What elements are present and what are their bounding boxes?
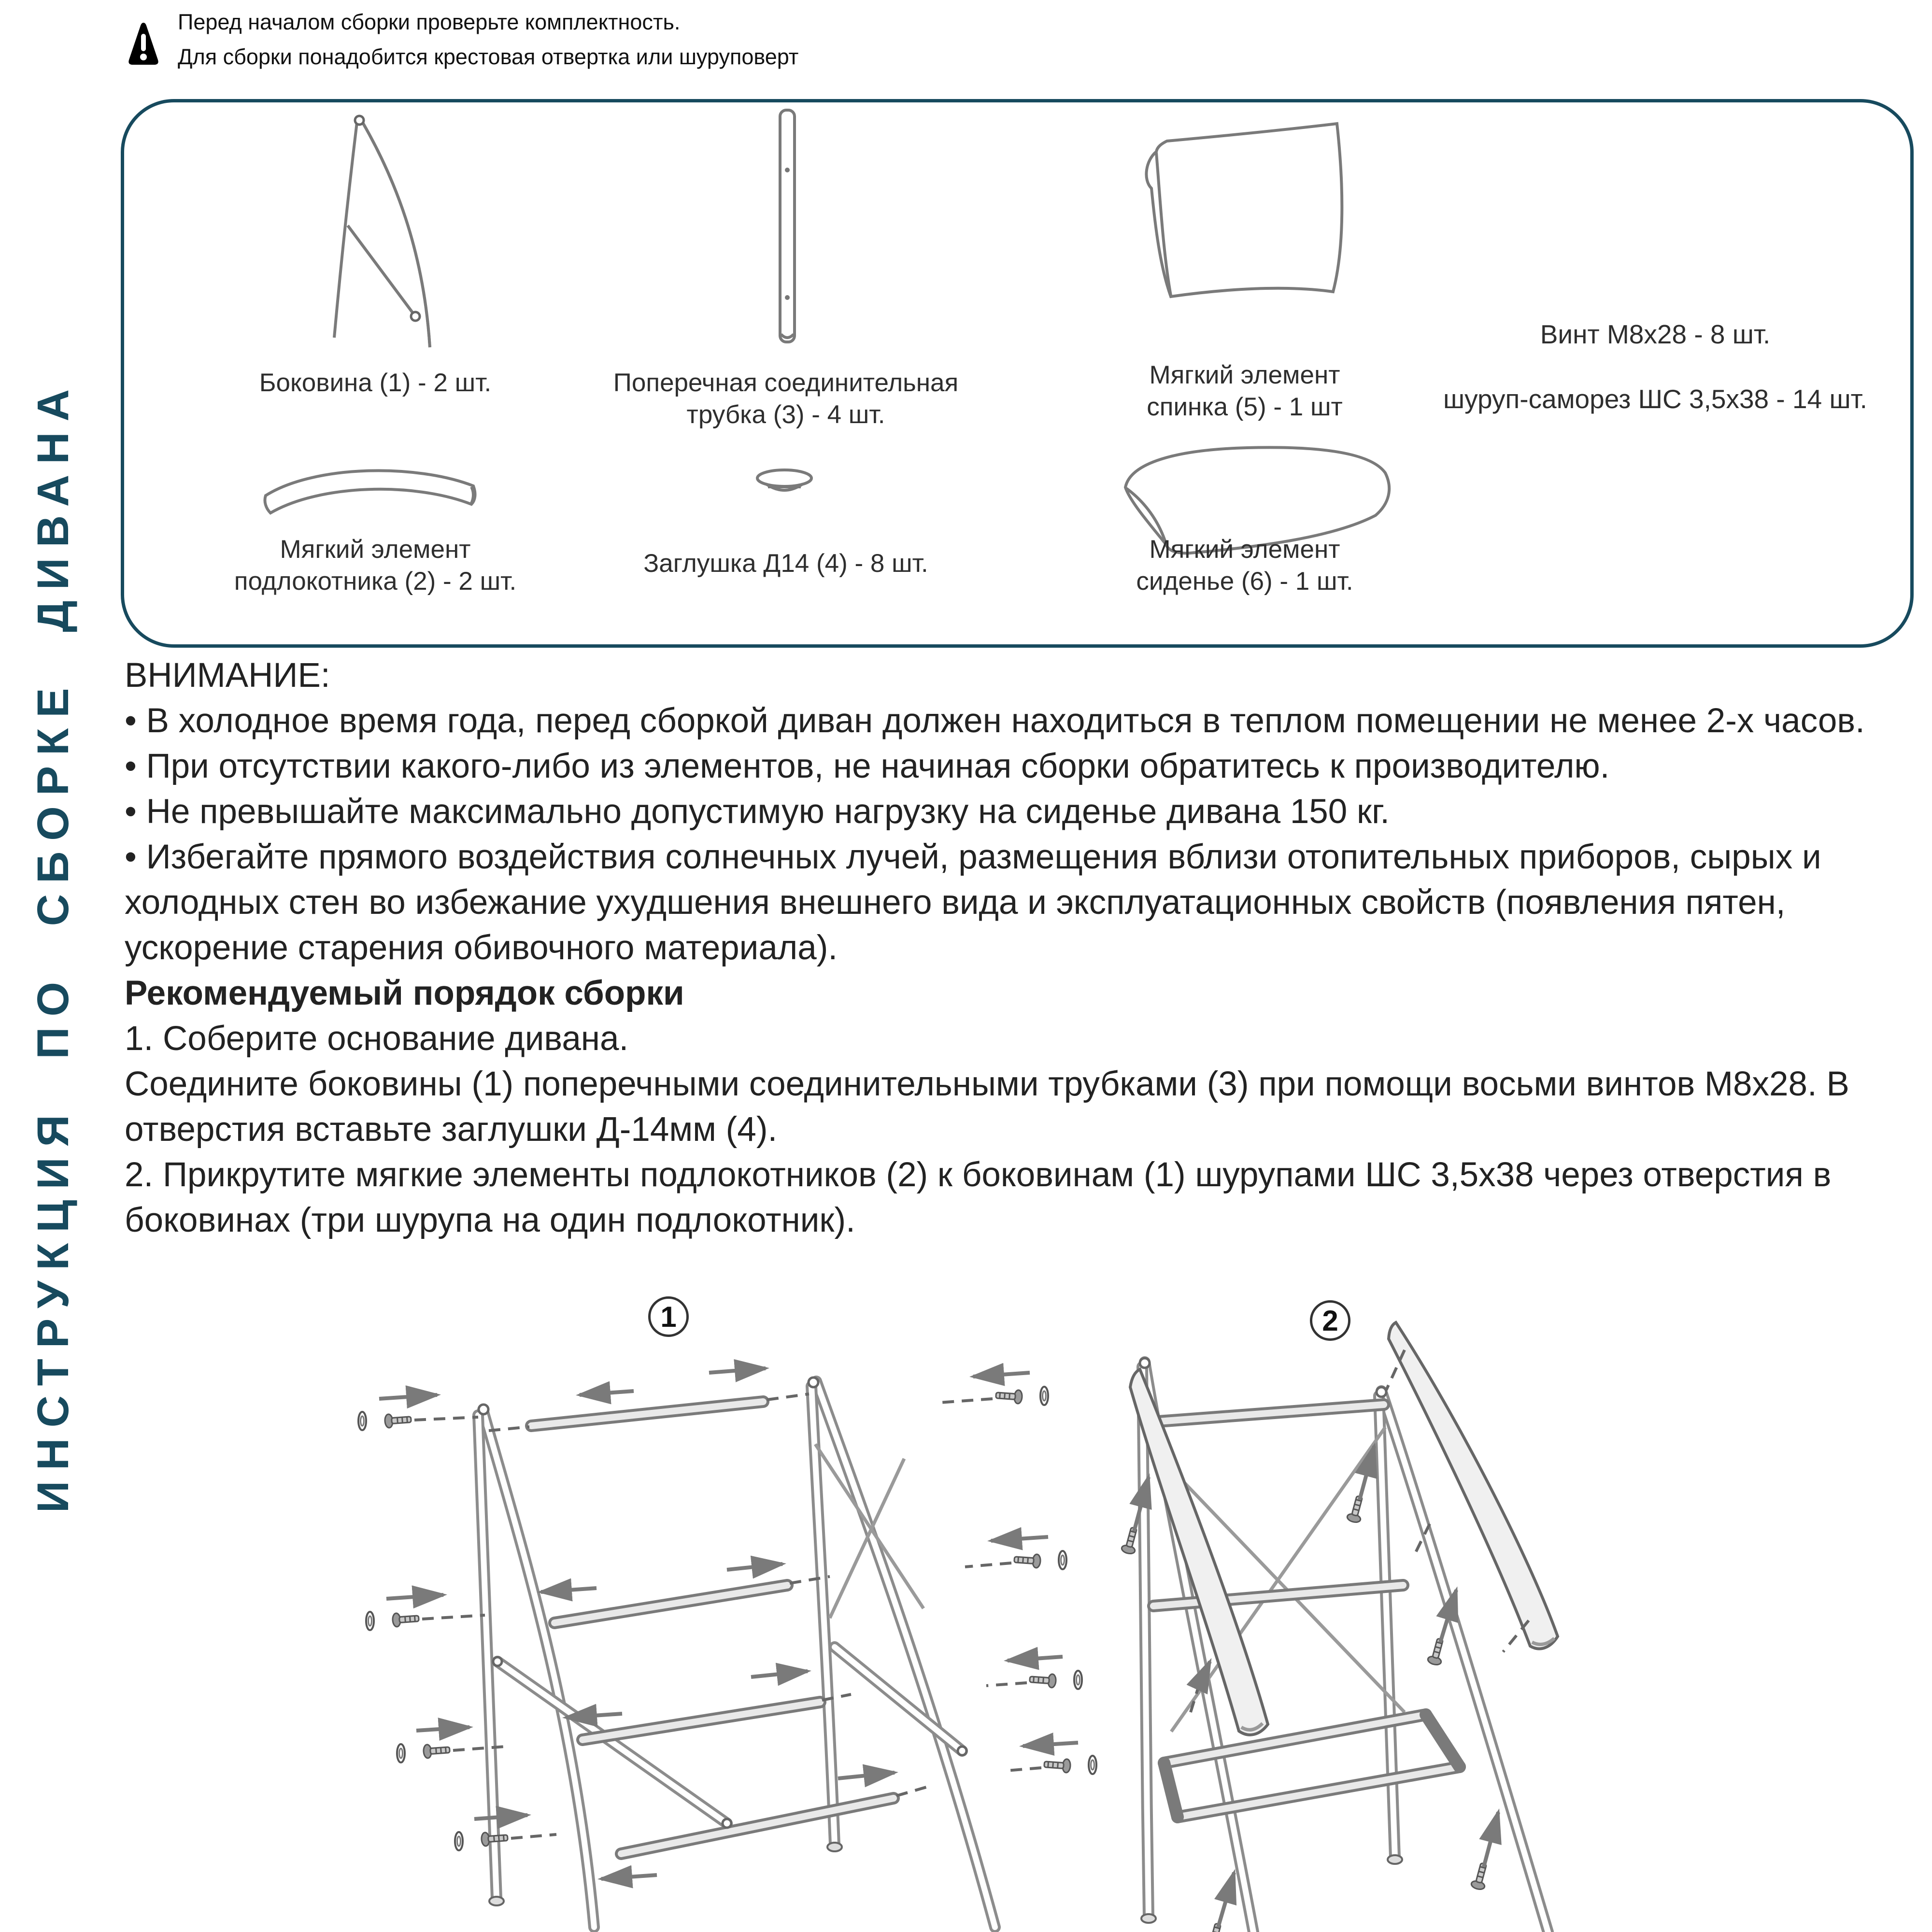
back-cushion-icon bbox=[1126, 107, 1363, 308]
diagram-1-badge: 1 bbox=[648, 1296, 689, 1337]
assembly-diagram-1 bbox=[290, 1299, 1111, 1932]
parts-box bbox=[121, 99, 1914, 648]
armrest-cushion-label: Мягкий элемент подлокотника (2) - 2 шт. bbox=[234, 535, 517, 596]
side-frame-icon bbox=[271, 110, 479, 354]
plug-cap-icon bbox=[754, 469, 814, 498]
notice-bullet-1: • В холодное время года, перед сборкой диван должен находиться в теплом помещении не менее 2-х часов. bbox=[125, 702, 1865, 740]
hardware-screw-label: шуруп-саморез ШС 3,5х38 - 14 шт. bbox=[1443, 384, 1867, 414]
assembly-step-1-text: Соедините боковины (1) поперечными соединительными трубками (3) при помощи восьми винтов М8х28. В отверстия вставьте заглушки Д-14мм (4). bbox=[125, 1065, 1849, 1149]
assembly-heading: Рекомендуемый порядок сборки bbox=[125, 974, 684, 1012]
assembly-step-2-text: 2. Прикрутите мягкие элементы подлокотников (2) к боковинам (1) шурупами ШС 3,5х38 через отверстия в боковинах (три шурупа на один подлокотник). bbox=[125, 1156, 1832, 1239]
cross-tube-icon bbox=[776, 108, 799, 345]
notice-title: ВНИМАНИЕ: bbox=[125, 656, 330, 695]
back-cushion-label: Мягкий элемент спинка (5) - 1 шт bbox=[1147, 361, 1343, 421]
body-text bbox=[125, 653, 1918, 1243]
seat-cushion-label: Мягкий элемент сиденье (6) - 1 шт. bbox=[1136, 535, 1353, 596]
page-title-vertical: ИНСТРУКЦИЯ ПО СБОРКЕ ДИВАНА bbox=[28, 378, 78, 1513]
warning-triangle-icon bbox=[127, 20, 160, 69]
side-frame-label: Боковина (1) - 2 шт. bbox=[259, 369, 492, 397]
plug-cap-label: Заглушка Д14 (4) - 8 шт. bbox=[643, 549, 928, 578]
notice-bullet-4: • Избегайте прямого воздействия солнечных лучей, размещения вблизи отопительных приборов, сырых и холодных стен во избежание ухудшения внешнего вида и эксплуатационных свойств (появления пятен, ускорение старения обивочного материала). bbox=[125, 838, 1821, 967]
warning-line-1: Перед началом сборки проверьте комплектность. bbox=[178, 10, 681, 34]
diagram-2-badge: 2 bbox=[1310, 1300, 1350, 1341]
assembly-step-1-title: 1. Соберите основание дивана. bbox=[125, 1020, 629, 1058]
notice-bullet-2: • При отсутствии какого-либо из элементов, не начиная сборки обратитесь к производителю. bbox=[125, 747, 1610, 785]
notice-bullet-3: • Не превышайте максимально допустимую нагрузку на сиденье дивана 150 кг. bbox=[125, 793, 1390, 831]
assembly-diagram-2 bbox=[1092, 1304, 1570, 1932]
armrest-cushion-icon bbox=[257, 451, 479, 521]
hardware-bolt-label: Винт М8х28 - 8 шт. bbox=[1540, 319, 1771, 349]
cross-tube-label: Поперечная соединительная трубка (3) - 4 шт. bbox=[613, 369, 959, 429]
warning-line-2: Для сборки понадобится крестовая отвертка или шуруповерт bbox=[178, 44, 799, 69]
